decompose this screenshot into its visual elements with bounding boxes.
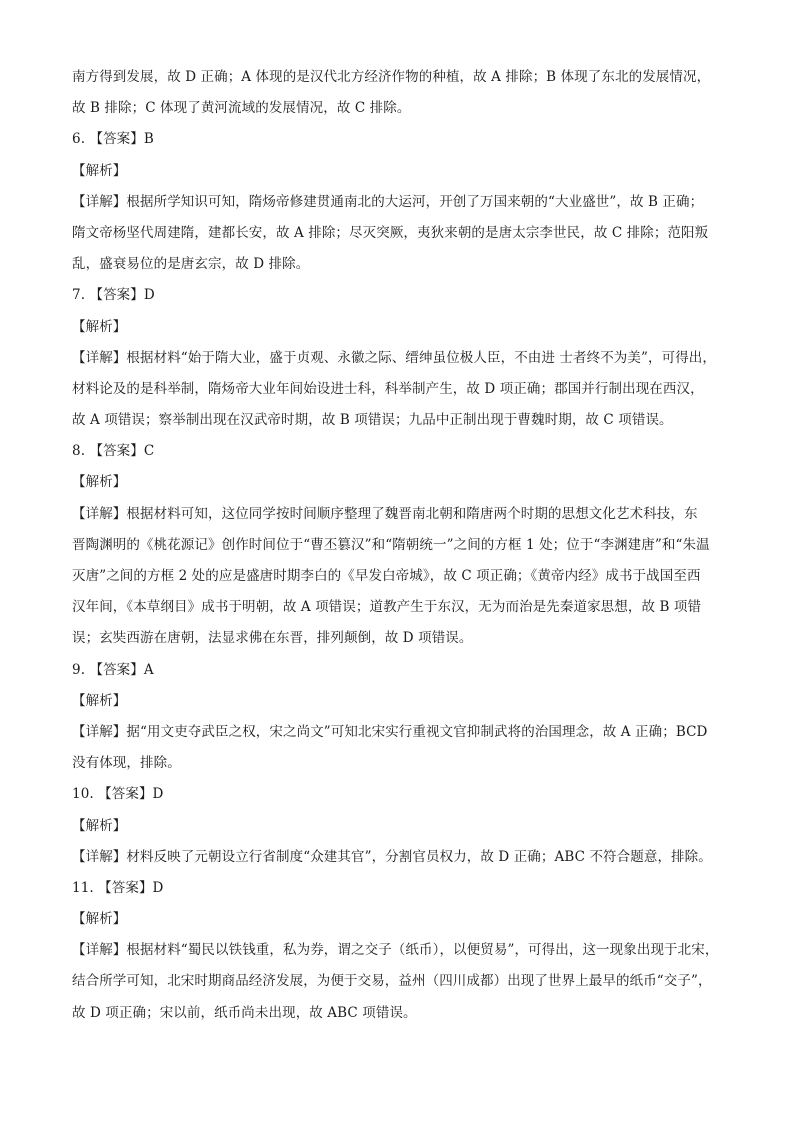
analysis-heading: 【解析】 — [72, 911, 127, 928]
answer-line-q9: 9. 【答案】A — [72, 661, 154, 678]
text-line: 南方得到发展，故 D 正确；A 体现的是汉代北方经济作物的种植，故 A 排除；B 体现了东北的发展情况， — [72, 69, 711, 85]
analysis-heading: 【解析】 — [72, 162, 127, 179]
text-line: 汉年间，《本草纲目》成书于明朝，故 A 项错误；道教产生于东汉，无为而治是先秦道家思想，故 B 项错 — [72, 599, 702, 616]
answer-line-q8: 8. 【答案】C — [72, 443, 155, 460]
analysis-heading: 【解析】 — [72, 692, 127, 709]
text-line: 【详解】根据所学知识可知，隋炀帝修建贯通南北的大运河，开创了万国来朝的“大业盛世”，故 B 正确； — [72, 193, 704, 210]
text-line: 误；玄奘西游在唐朝，法显求佛在东晋，排列颠倒，故 D 项错误。 — [72, 630, 473, 647]
document-page — [72, 62, 724, 1029]
text-line: 故 A 项错误；察举制出现在汉武帝时期，故 B 项错误；九品中正制出现于曹魏时期，故 C 项错误。 — [72, 412, 673, 429]
answer-line-q7: 7. 【答案】D — [72, 287, 155, 304]
text-line: 隋文帝杨坚代周建隋，建都长安，故 A 排除；尽灭突厥，夷狄来朝的是唐太宗李世民，故 C 排除；范阳叛 — [72, 224, 709, 241]
text-line: 【详解】根据材料“蜀民以铁钱重，私为券，谓之交子（纸币），以便贸易”，可得出，这一现象出现于北宋， — [72, 942, 719, 959]
answer-line-q10: 10. 【答案】D — [72, 786, 164, 803]
text-line: 晋陶渊明的《桃花源记》创作时间位于“曹丕篡汉”和“隋朝统一”之间的方框 1 处；位于“李渊建唐”和“朱温 — [72, 536, 710, 553]
text-line: 结合所学可知，北宋时期商品经济发展，为便于交易，益州（四川成都）出现了世界上最早的纸币“交子”， — [72, 973, 712, 990]
text-line: 灭唐”之间的方框 2 处的应是盛唐时期李白的《早发白帝城》，故 C 项正确；《黄帝内经》成书于战国至西 — [72, 568, 701, 584]
text-line: 【详解】材料反映了元朝设立行省制度“众建其官”，分割官员权力，故 D 正确；ABC 不符合题意，排除。 — [72, 848, 712, 865]
text-line: 材料论及的是科举制，隋炀帝大业年间始设进士科，科举制产生，故 D 项正确；郡国并行制出现在西汉， — [72, 380, 704, 397]
text-line: 【详解】根据材料可知，这位同学按时间顺序整理了魏晋南北朝和隋唐两个时期的思想文化艺术科技，东 — [72, 505, 698, 522]
analysis-heading: 【解析】 — [72, 817, 127, 834]
analysis-heading: 【解析】 — [72, 474, 127, 491]
text-line: 没有体现，排除。 — [72, 755, 181, 772]
text-line: 故 B 排除；C 体现了黄河流域的发展情况，故 C 排除。 — [72, 100, 411, 117]
text-line: 【详解】据“用文吏夺武臣之权，宋之尚文”可知北宋实行重视文官抑制武将的治国理念，故 A 正确；BCD — [72, 723, 708, 740]
answer-line-q6: 6. 【答案】B — [72, 131, 154, 148]
answer-line-q11: 11. 【答案】D — [72, 879, 164, 896]
text-line: 【详解】根据材料“始于隋大业，盛于贞观、永徽之际、缙绅虽位极人臣，不由进 士者终不为美”，可得出， — [72, 349, 716, 366]
text-line: 故 D 项正确；宋以前，纸币尚未出现，故 ABC 项错误。 — [72, 1004, 417, 1021]
analysis-heading: 【解析】 — [72, 318, 127, 335]
text-line: 乱，盛衰易位的是唐玄宗，故 D 排除。 — [72, 256, 310, 273]
